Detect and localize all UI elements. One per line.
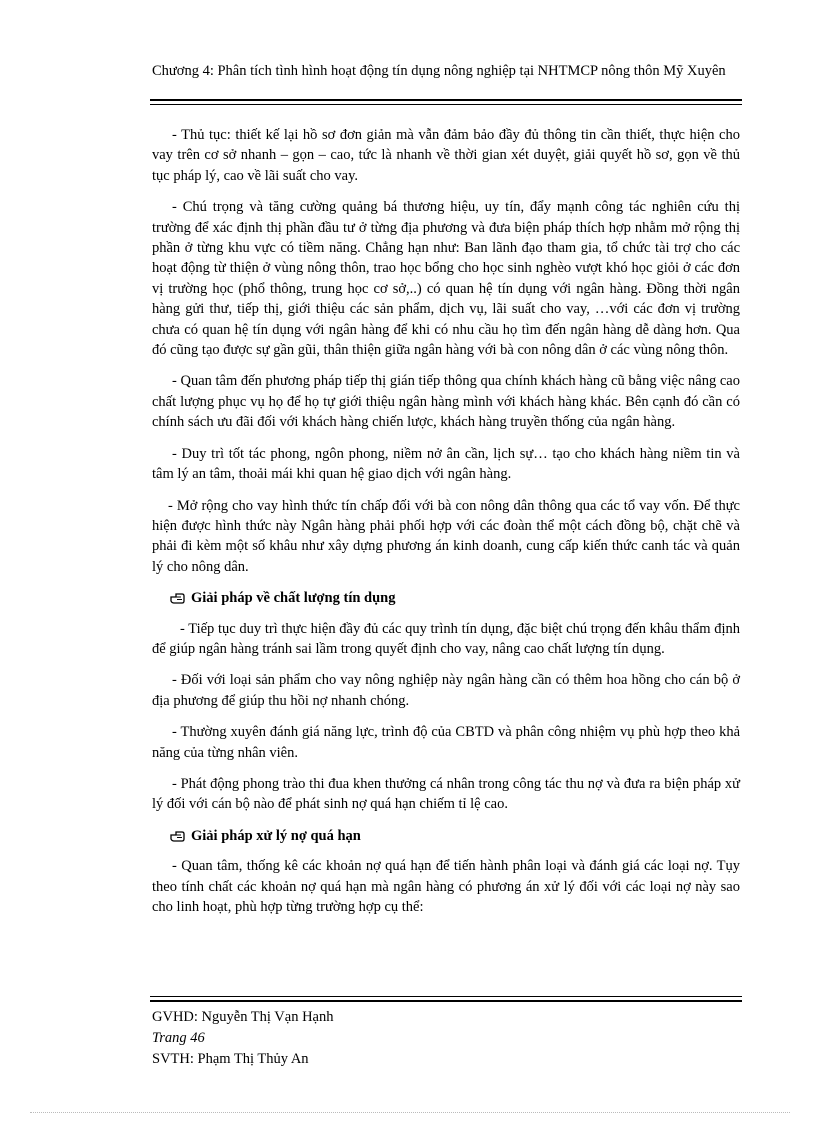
footer-student: SVTH: Phạm Thị Thủy An bbox=[152, 1051, 309, 1067]
page-number: Trang 46 bbox=[152, 1030, 205, 1046]
header-rule-thin bbox=[150, 104, 742, 105]
paragraph: - Tiếp tục duy trì thực hiện đầy đủ các quy trình tín dụng, đặc biệt chú trọng đến khâu thẩm định để giúp ngân hàng tránh sai lầm trong quyết định cho vay, nâng cao chất lượng tín dụng. bbox=[152, 620, 740, 657]
paragraph: - Thủ tục: thiết kế lại hồ sơ đơn giản mà vẫn đảm bảo đầy đủ thông tin cần thiết, thực hiện cho vay trên cơ sở nhanh – gọn – cao, tức là nhanh về thời gian xét duyệt, giải quyết hồ sơ, gọn về thủ tục pháp lý, cao về lãi suất cho vay. bbox=[152, 127, 740, 184]
page-footer bbox=[152, 1007, 742, 1070]
footer-advisor: GVHD: Nguyễn Thị Vạn Hạnh bbox=[152, 1009, 334, 1025]
paragraph: - Mở rộng cho vay hình thức tín chấp đối với bà con nông dân thông qua các tổ vay vốn. Để thực hiện được hình thức này Ngân hàng phải phối hợp với các đoàn thể một cách đồng bộ, chặt chẽ và phải đi kèm một số khâu như xây dựng phương án kinh doanh, cung cấp kiến thức canh tác và quản lý cho nông dân. bbox=[152, 497, 740, 575]
paragraph: - Thường xuyên đánh giá năng lực, trình độ của CBTD và phân công nhiệm vụ phù hợp theo khả năng của từng nhân viên. bbox=[152, 724, 740, 761]
section-heading bbox=[170, 588, 740, 608]
paragraph: - Quan tâm, thống kê các khoản nợ quá hạn để tiến hành phân loại và đánh giá các loại nợ. Tụy theo tính chất các khoản nợ quá hạn mà ngân hàng có phương án xử lý đối với các loại nợ này sao cho linh hoạt, phù hợp từng trường hợp cụ thể: bbox=[152, 858, 740, 915]
section-heading-text: Giải pháp xử lý nợ quá hạn bbox=[191, 827, 361, 844]
section-heading bbox=[170, 826, 740, 846]
page-body bbox=[152, 125, 740, 928]
paragraph: - Duy trì tốt tác phong, ngôn phong, niềm nở ân cần, lịch sự… tạo cho khách hàng niềm tin và tâm lý an tâm, thoải mái khi quan hệ giao dịch với ngân hàng. bbox=[152, 445, 740, 483]
section-heading-text: Giải pháp về chất lượng tín dụng bbox=[191, 590, 396, 607]
paragraph: - Đối với loại sản phẩm cho vay nông nghiệp này ngân hàng cần có thêm hoa hồng cho cán bộ ở địa phương để giúp thu hồi nợ nhanh chóng. bbox=[152, 672, 740, 709]
header-rule-thick bbox=[150, 99, 742, 101]
paragraph: - Phát động phong trào thi đua khen thưởng cá nhân trong công tác thu nợ và đưa ra biện pháp xử lý đối với cán bộ nào để phát sinh nợ quá hạn chiếm tỉ lệ cao. bbox=[152, 775, 740, 813]
footer-rule-thick bbox=[150, 1000, 742, 1002]
hand-pointing-icon bbox=[170, 830, 186, 842]
paragraph: - Chú trọng và tăng cường quảng bá thương hiệu, uy tín, đẩy mạnh công tác nghiên cứu thị trường để xác định thị phần đầu tư ở từng địa phương và đưa biện pháp thích hợp nhằm mở rộng thị phần ở từng khu vực có tiềm năng. Chẳng hạn như: Ban lãnh đạo tham gia, tổ chức tài trợ cho các hoạt động từ thiện ở vùng nông thôn, trao học bổng cho học sinh nghèo vượt khó học giỏi ở các đơn vị trường học (phổ thông, trung học cơ sở,..) có quan hệ tín dụng với ngân hàng. Đồng thời ngân hàng gửi thư, tiếp thị, giới thiệu các sản phẩm, dịch vụ, lãi suất cho vay, …với các đơn vị trường chưa có quan hệ tín dụng với ngân hàng để khi có nhu cầu họ tìm đến ngân hàng dễ dàng hơn. Qua đó cũng tạo được sự gần gũi, thân thiện giữa ngân hàng với bà con nông dân ở các vùng nông thôn. bbox=[152, 199, 740, 359]
paragraph: - Quan tâm đến phương pháp tiếp thị gián tiếp thông qua chính khách hàng cũ bằng việc nâng cao chất lượng phục vụ họ để họ tự giới thiệu ngân hàng mình với khách hàng khác. Bên cạnh đó cần có chính sách ưu đãi đối với khách hàng chiến lược, khách hàng truyền thống của ngân hàng. bbox=[152, 373, 740, 431]
running-header: Chương 4: Phân tích tình hình hoạt động tín dụng nông nghiệp tại NHTMCP nông thôn Mỹ Xuyên bbox=[152, 63, 726, 79]
footer-rule-thin bbox=[150, 996, 742, 997]
hand-pointing-icon bbox=[170, 592, 186, 604]
page-edge-divider bbox=[30, 1112, 790, 1113]
